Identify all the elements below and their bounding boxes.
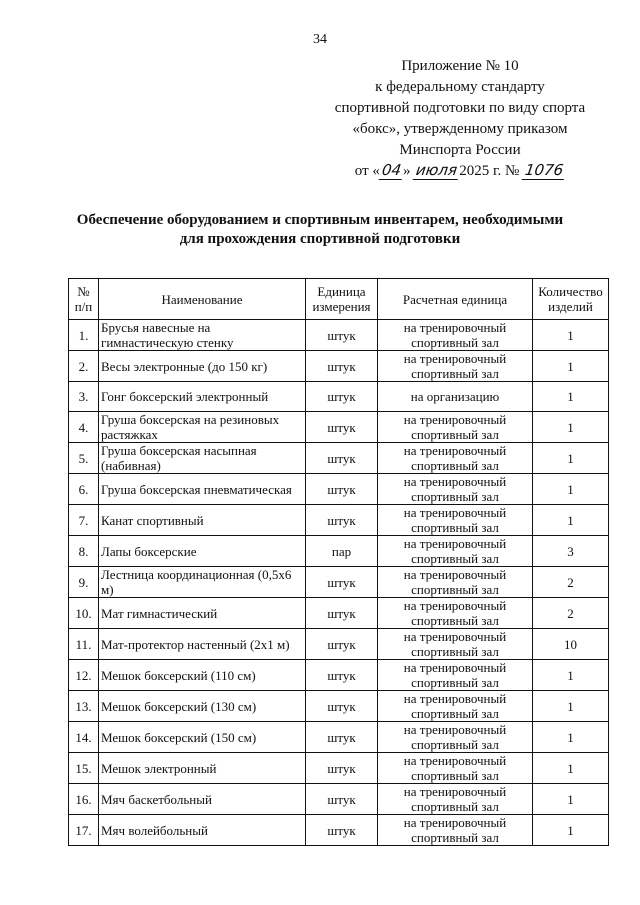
item-name: Мешок боксерский (110 см) (99, 660, 306, 691)
row-number: 2. (69, 351, 99, 382)
row-number: 17. (69, 815, 99, 846)
table-row (69, 815, 609, 846)
appendix-line-3: спортивной подготовки по виду спорта (334, 100, 586, 116)
item-name: Мат гимнастический (99, 598, 306, 629)
item-calc-unit: на тренировочный спортивный зал (378, 815, 533, 846)
item-name: Весы электронные (до 150 кг) (99, 351, 306, 382)
item-name: Мат-протектор настенный (2х1 м) (99, 629, 306, 660)
item-unit: штук (306, 815, 378, 846)
item-unit: штук (306, 629, 378, 660)
item-name: Гонг боксерский электронный (99, 382, 306, 412)
appendix-line-4: «бокс», утвержденному приказом (352, 121, 568, 137)
header-quantity: Количество изделий (533, 279, 609, 320)
appendix-line-5: Минспорта России (399, 142, 521, 158)
table-row (69, 505, 609, 536)
header-name: Наименование (99, 279, 306, 320)
item-calc-unit: на тренировочный спортивный зал (378, 691, 533, 722)
equipment-table (68, 278, 609, 846)
table-row (69, 784, 609, 815)
item-quantity: 1 (533, 505, 609, 536)
table-row (69, 320, 609, 351)
item-name: Лестница координационная (0,5х6 м) (99, 567, 306, 598)
table-row (69, 691, 609, 722)
item-calc-unit: на тренировочный спортивный зал (378, 660, 533, 691)
item-unit: штук (306, 598, 378, 629)
item-unit: штук (306, 784, 378, 815)
item-unit: штук (306, 412, 378, 443)
item-unit: штук (306, 320, 378, 351)
item-quantity: 2 (533, 598, 609, 629)
item-quantity: 1 (533, 815, 609, 846)
item-calc-unit: на тренировочный спортивный зал (378, 784, 533, 815)
item-name: Груша боксерская на резиновых растяжках (99, 412, 306, 443)
row-number: 7. (69, 505, 99, 536)
date-mid: » (402, 163, 411, 179)
item-name: Мяч баскетбольный (99, 784, 306, 815)
item-quantity: 3 (533, 536, 609, 567)
table-row (69, 382, 609, 412)
date-year: 2025 г. № (459, 163, 520, 179)
item-calc-unit: на тренировочный спортивный зал (378, 320, 533, 351)
item-name: Лапы боксерские (99, 536, 306, 567)
item-calc-unit: на тренировочный спортивный зал (378, 505, 533, 536)
item-unit: штук (306, 505, 378, 536)
item-unit: штук (306, 474, 378, 505)
row-number: 1. (69, 320, 99, 351)
row-number: 3. (69, 382, 99, 412)
page-number: 34 (313, 32, 327, 47)
appendix-line-2: к федеральному стандарту (375, 79, 545, 95)
table-row (69, 753, 609, 784)
item-name: Мешок электронный (99, 753, 306, 784)
item-calc-unit: на тренировочный спортивный зал (378, 629, 533, 660)
table-row (69, 443, 609, 474)
handwritten-month: июля (413, 161, 461, 180)
item-unit: штук (306, 660, 378, 691)
handwritten-day: 04 (379, 161, 405, 180)
row-number: 5. (69, 443, 99, 474)
item-calc-unit: на тренировочный спортивный зал (378, 722, 533, 753)
item-name: Мяч волейбольный (99, 815, 306, 846)
row-number: 13. (69, 691, 99, 722)
table-row (69, 351, 609, 382)
appendix-title: Приложение № 10 (401, 58, 519, 74)
table-row (69, 567, 609, 598)
item-quantity: 1 (533, 660, 609, 691)
order-date-line (330, 161, 590, 182)
header-calc-unit: Расчетная единица (378, 279, 533, 320)
item-quantity: 1 (533, 320, 609, 351)
title-line-2: для прохождения спортивной подготовки (179, 231, 461, 247)
item-name: Груша боксерская насыпная (набивная) (99, 443, 306, 474)
item-name: Канат спортивный (99, 505, 306, 536)
item-quantity: 1 (533, 474, 609, 505)
row-number: 6. (69, 474, 99, 505)
item-calc-unit: на тренировочный спортивный зал (378, 598, 533, 629)
item-name: Брусья навесные на гимнастическую стенку (99, 320, 306, 351)
table-row (69, 660, 609, 691)
item-quantity: 2 (533, 567, 609, 598)
item-name: Мешок боксерский (130 см) (99, 691, 306, 722)
row-number: 14. (69, 722, 99, 753)
header-unit: Единица измерения (306, 279, 378, 320)
date-prefix: от « (354, 163, 380, 179)
item-quantity: 1 (533, 351, 609, 382)
item-quantity: 1 (533, 784, 609, 815)
item-unit: пар (306, 536, 378, 567)
row-number: 15. (69, 753, 99, 784)
row-number: 16. (69, 784, 99, 815)
header-number: № п/п (69, 279, 99, 320)
table-row (69, 412, 609, 443)
item-quantity: 1 (533, 382, 609, 412)
item-unit: штук (306, 691, 378, 722)
row-number: 10. (69, 598, 99, 629)
item-calc-unit: на тренировочный спортивный зал (378, 443, 533, 474)
table-row (69, 722, 609, 753)
handwritten-order-number: 1076 (522, 161, 567, 180)
table-row (69, 536, 609, 567)
item-unit: штук (306, 382, 378, 412)
table-row (69, 474, 609, 505)
item-quantity: 1 (533, 691, 609, 722)
item-calc-unit: на организацию (378, 382, 533, 412)
item-calc-unit: на тренировочный спортивный зал (378, 567, 533, 598)
item-quantity: 1 (533, 412, 609, 443)
item-unit: штук (306, 753, 378, 784)
item-quantity: 10 (533, 629, 609, 660)
item-unit: штук (306, 722, 378, 753)
item-quantity: 1 (533, 722, 609, 753)
item-calc-unit: на тренировочный спортивный зал (378, 474, 533, 505)
item-unit: штук (306, 567, 378, 598)
item-quantity: 1 (533, 753, 609, 784)
title-line-1: Обеспечение оборудованием и спортивным инвентарем, необходимыми (76, 212, 564, 228)
item-unit: штук (306, 443, 378, 474)
row-number: 8. (69, 536, 99, 567)
appendix-header (330, 56, 590, 182)
row-number: 12. (69, 660, 99, 691)
item-calc-unit: на тренировочный спортивный зал (378, 536, 533, 567)
row-number: 4. (69, 412, 99, 443)
row-number: 9. (69, 567, 99, 598)
item-name: Мешок боксерский (150 см) (99, 722, 306, 753)
item-unit: штук (306, 351, 378, 382)
table-header-row (69, 279, 609, 320)
document-title (40, 211, 600, 249)
table-row (69, 598, 609, 629)
item-calc-unit: на тренировочный спортивный зал (378, 351, 533, 382)
item-calc-unit: на тренировочный спортивный зал (378, 412, 533, 443)
item-calc-unit: на тренировочный спортивный зал (378, 753, 533, 784)
item-name: Груша боксерская пневматическая (99, 474, 306, 505)
item-quantity: 1 (533, 443, 609, 474)
table-row (69, 629, 609, 660)
row-number: 11. (69, 629, 99, 660)
